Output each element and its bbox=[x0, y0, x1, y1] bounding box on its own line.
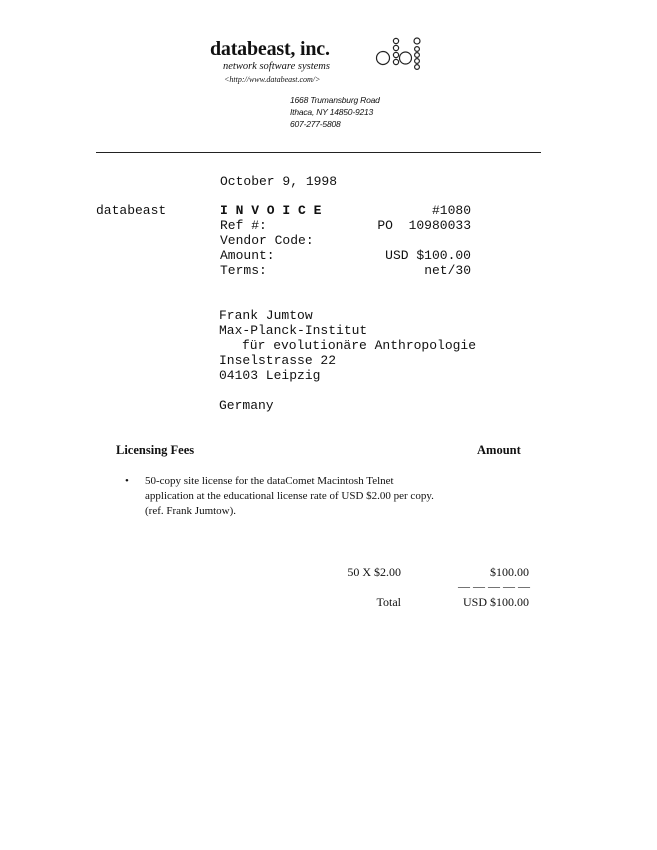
company-name: databeast, inc. bbox=[210, 38, 330, 60]
sum-dash-line: — — — — — bbox=[458, 579, 530, 593]
terms-value: net/30 bbox=[424, 263, 471, 278]
address-line-1: 1668 Trumansburg Road bbox=[290, 95, 380, 105]
recipient-city: 04103 Leipzig bbox=[219, 368, 321, 383]
recipient-institution: Max-Planck-Institut bbox=[219, 323, 368, 338]
total-value: USD $100.00 bbox=[462, 595, 529, 609]
address-line-2: Ithaca, NY 14850-9213 bbox=[290, 107, 374, 117]
total-label: Total bbox=[376, 595, 401, 609]
databeast-logo-icon bbox=[375, 36, 425, 70]
invoice-number: #1080 bbox=[431, 203, 471, 218]
recipient-country: Germany bbox=[219, 398, 274, 413]
recipient-street: Inselstrasse 22 bbox=[219, 353, 337, 368]
fee-item-line-3: (ref. Frank Jumtow). bbox=[145, 505, 237, 517]
amount-label: Amount: bbox=[220, 248, 275, 263]
company-url: <http://www.databeast.com/> bbox=[224, 75, 321, 84]
calc-value: $100.00 bbox=[490, 565, 529, 579]
address-line-3: 607-277-5808 bbox=[290, 119, 341, 129]
calc-label: 50 X $2.00 bbox=[347, 565, 401, 579]
sender-name: databeast bbox=[96, 203, 167, 218]
vendor-code-label: Vendor Code: bbox=[220, 233, 314, 248]
header-divider bbox=[96, 152, 541, 153]
fee-item-line-2: application at the educational license rate of USD $2.00 per copy. bbox=[145, 490, 434, 502]
ref-label: Ref #: bbox=[220, 218, 267, 233]
terms-label: Terms: bbox=[220, 263, 267, 278]
recipient-institution-2: für evolutionäre Anthropologie bbox=[242, 338, 477, 353]
bullet-icon: • bbox=[125, 475, 129, 487]
licensing-fees-heading: Licensing Fees bbox=[116, 443, 195, 457]
fee-item-line-1: 50-copy site license for the dataComet Macintosh Telnet bbox=[145, 475, 394, 487]
amount-value: USD $100.00 bbox=[385, 248, 471, 263]
company-tagline: network software systems bbox=[223, 61, 330, 72]
recipient-name: Frank Jumtow bbox=[219, 308, 313, 323]
invoice-date: October 9, 1998 bbox=[220, 174, 338, 189]
invoice-title: I N V O I C E bbox=[220, 203, 322, 218]
ref-value: PO 10980033 bbox=[377, 218, 471, 233]
amount-heading: Amount bbox=[477, 443, 521, 457]
